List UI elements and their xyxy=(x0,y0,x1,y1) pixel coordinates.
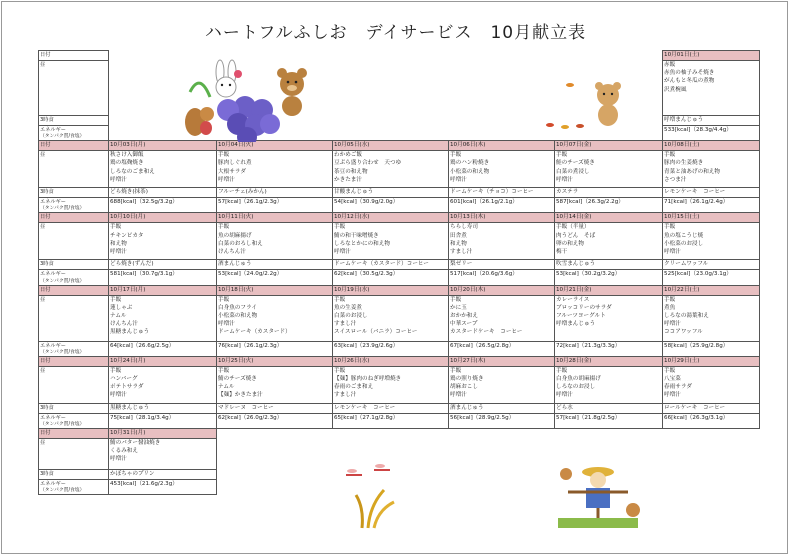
snack-menu: 呼増まんじゅう xyxy=(663,116,760,126)
date-label xyxy=(39,285,109,295)
menu-item: カレーライス xyxy=(556,296,590,303)
snack-menu: カステラ xyxy=(555,188,663,198)
date-label-text: 日付 xyxy=(40,52,51,58)
menu-item: かに玉 xyxy=(450,304,467,311)
squirrel-icon xyxy=(185,107,214,136)
energy-label-text: エネルギー xyxy=(40,342,66,349)
menu-item: 赤魚の柚子みそ焼き xyxy=(664,70,715,77)
menu-item: 小松菜の和え物 xyxy=(218,313,258,320)
menu-item: 手飯 xyxy=(450,367,462,374)
menu-item: 春雨のごま和え xyxy=(334,384,374,391)
date-cell: 10月04日(火) xyxy=(217,141,333,151)
energy-value: 75[kcal]（28.1g/3.4g） xyxy=(109,413,217,428)
lunch-label-text: 昼 xyxy=(40,367,46,374)
menu-item: さつま汁 xyxy=(664,176,687,183)
energy-value: 53[kcal]（30.2g/3.2g） xyxy=(555,270,663,285)
snack-menu: どら焼き(抹茶) xyxy=(109,188,217,198)
snack-menu: レモンケーキ コーヒー xyxy=(333,403,449,413)
menu-item: 呼増汁 xyxy=(110,456,127,463)
lunch-menu xyxy=(663,61,760,116)
lunch-menu xyxy=(449,223,555,260)
menu-item: 呼増汁 xyxy=(556,392,573,399)
lunch-menu xyxy=(333,295,449,341)
menu-item: 和え物 xyxy=(110,240,127,247)
date-label-text: 日付 xyxy=(40,357,51,364)
snack-menu: レモンケーキ コーヒー xyxy=(663,188,760,198)
menu-item: 手飯 xyxy=(450,152,462,159)
menu-item: 手飯 xyxy=(664,224,676,231)
snack-menu: フルーチェ(みかん) xyxy=(217,188,333,198)
menu-item: ブロッコリーのサラダ xyxy=(556,304,612,311)
menu-item: 大根サラダ xyxy=(218,168,246,175)
date-cell: 10月22日(土) xyxy=(663,285,760,295)
date-cell: 10月06日(木) xyxy=(449,141,555,151)
energy-label xyxy=(39,413,109,428)
snack-label xyxy=(39,116,109,126)
menu-item: 手飯 xyxy=(218,152,230,159)
date-cell: 10月17日(月) xyxy=(109,285,217,295)
energy-value: 57[kcal]（21.8g/2.5g） xyxy=(555,413,663,428)
lunch-menu xyxy=(217,151,333,188)
menu-item: 鯖のバター醤油焼き xyxy=(110,440,161,447)
menu-item: しろなのごま和え xyxy=(110,168,155,175)
date-cell: 10月11日(火) xyxy=(217,213,333,223)
date-label-text: 日付 xyxy=(40,430,51,437)
leaf-icon xyxy=(190,83,210,97)
menu-item: すまし汁 xyxy=(334,392,357,399)
energy-value: 533[kcal]（28.3g/4.4g） xyxy=(663,126,760,141)
menu-item: 卵の和え物 xyxy=(556,240,584,247)
menu-item: 煮魚 xyxy=(664,304,676,311)
snack-menu: 黒糖まんじゅう xyxy=(109,403,217,413)
menu-item: かきたま汁 xyxy=(334,176,362,183)
energy-value: 57[kcal]（26.1g/2.3g） xyxy=(217,198,333,213)
menu-item: 小松菜のお浸し xyxy=(664,240,704,247)
menu-item: フルーツヨーグルト xyxy=(556,313,606,320)
date-cell: 10月05日(水) xyxy=(333,141,449,151)
menu-item: わかめご飯 xyxy=(334,152,362,159)
energy-value: 453[kcal]（21.6g/2.3g） xyxy=(109,480,217,495)
menu-item: 手飯 xyxy=(110,296,122,303)
lunch-menu xyxy=(555,151,663,188)
menu-item: がんもと冬瓜の煮物 xyxy=(664,78,715,85)
menu-item: おかか和え xyxy=(450,313,478,320)
art-area xyxy=(217,480,760,495)
snack-menu: 酒まんじゅう xyxy=(449,403,555,413)
snack-label xyxy=(39,260,109,270)
menu-item: 小松菜の和え物 xyxy=(450,168,490,175)
energy-label-sub: （タンパク質/食塩） xyxy=(40,278,85,284)
date-cell: 10月03日(月) xyxy=(109,141,217,151)
snack-menu: 甘酸まんじゅう xyxy=(333,188,449,198)
lunch-label xyxy=(39,61,109,116)
lunch-menu xyxy=(109,295,217,341)
lunch-menu xyxy=(449,366,555,403)
menu-item: ドームケーキ（カスタード） xyxy=(218,329,291,336)
date-cell: 10月25日(火) xyxy=(217,356,333,366)
menu-item: けんちん汁 xyxy=(218,249,246,256)
menu-item: 呼増汁 xyxy=(110,392,127,399)
menu-item: すまし汁 xyxy=(334,321,357,328)
menu-item: 呼増汁 xyxy=(450,176,467,183)
lunch-label xyxy=(39,151,109,188)
snack-label xyxy=(39,188,109,198)
energy-label xyxy=(39,198,109,213)
snack-menu: 梨ゼリー xyxy=(449,260,555,270)
lunch-label-text: 昼 xyxy=(40,296,46,303)
menu-item: 鶏の塩麹焼き xyxy=(110,160,144,167)
lunch-label xyxy=(39,366,109,403)
menu-item: 呼増汁 xyxy=(664,321,681,328)
energy-value: 525[kcal]（23.0g/3.1g） xyxy=(663,270,760,285)
date-label xyxy=(39,51,109,61)
lunch-menu xyxy=(217,223,333,260)
date-cell: 10月08日(土) xyxy=(663,141,760,151)
menu-item: 呼増汁 xyxy=(664,249,681,256)
menu-item: ココアワッフル xyxy=(664,329,703,336)
menu-item: 鶏の照り焼き xyxy=(450,376,484,383)
menu-item: 豚肉の生姜焼き xyxy=(664,160,704,167)
menu-item: ナムル xyxy=(110,313,127,320)
energy-value: 56[kcal]（28.9g/2.5g） xyxy=(449,413,555,428)
lunch-menu xyxy=(333,151,449,188)
menu-item: チキンピカタ xyxy=(110,232,144,239)
date-cell: 10月27日(木) xyxy=(449,356,555,366)
energy-value: 54[kcal]（30.9g/2.0g） xyxy=(333,198,449,213)
menu-item: カスタードケーキ コーヒー xyxy=(450,329,523,336)
energy-value: 58[kcal]（25.9g/2.8g） xyxy=(663,341,760,356)
menu-item: ハンバーグ xyxy=(110,376,138,383)
menu-item: 鮭のチーズ焼き xyxy=(556,160,595,167)
date-cell: 10月26日(水) xyxy=(333,356,449,366)
menu-item: 【麺】豚肉のねぎ呼増焼き xyxy=(334,376,402,383)
snack-label xyxy=(39,403,109,413)
art-area xyxy=(217,470,760,480)
lunch-menu xyxy=(109,439,217,470)
date-label-text: 日付 xyxy=(40,142,51,149)
energy-label-text: エネルギー xyxy=(40,481,66,488)
lunch-menu xyxy=(663,295,760,341)
menu-item: 手飯 xyxy=(450,296,462,303)
menu-item: 手飯 xyxy=(218,224,230,231)
energy-value: 64[kcal]（26.6g/2.5g） xyxy=(109,341,217,356)
date-label-text: 日付 xyxy=(40,286,51,293)
energy-label-sub: （タンパク質/食塩） xyxy=(40,134,85,140)
snack-menu: 吹雪まんじゅう xyxy=(555,260,663,270)
date-cell: 10月14日(金) xyxy=(555,213,663,223)
menu-item: ナムル xyxy=(218,384,235,391)
date-label xyxy=(39,429,109,439)
energy-label-text: エネルギー xyxy=(40,127,66,133)
snack-label-text: 3時食 xyxy=(40,189,54,196)
page-title: ハートフルふしお デイサービス 10月献立表 xyxy=(204,23,587,43)
autumn-leaves-icon xyxy=(546,83,584,129)
menu-item: 胡麻おこし xyxy=(450,384,478,391)
menu-item: 手飯 xyxy=(664,152,676,159)
energy-value: 62[kcal]（26.0g/2.3g） xyxy=(217,413,333,428)
date-label xyxy=(39,141,109,151)
menu-item: 黒糖まんじゅう xyxy=(110,329,150,336)
menu-item: 魚の生姜煮 xyxy=(334,304,362,311)
menu-item: しろなとかにの和え物 xyxy=(334,240,390,247)
energy-value: 63[kcal]（23.9g/2.6g） xyxy=(333,341,449,356)
autumn-bear-illustration xyxy=(540,70,640,135)
lunch-menu xyxy=(555,366,663,403)
menu-item: 魚の胡麻揚げ xyxy=(218,232,252,239)
lunch-label-text: 昼 xyxy=(40,224,46,231)
grape-icon xyxy=(217,96,280,142)
date-cell: 10月28日(金) xyxy=(555,356,663,366)
menu-item: 手飯 xyxy=(556,152,568,159)
menu-item: 沢煮椀風 xyxy=(664,86,687,93)
menu-item: 蓮しゃぶ xyxy=(110,304,133,311)
lunch-menu xyxy=(109,223,217,260)
snack-menu: ドームケーキ（チョコ）コーヒー xyxy=(449,188,555,198)
snack-menu: どら焼き(ずんだ) xyxy=(109,260,217,270)
menu-item: 手飯 xyxy=(334,367,346,374)
date-label-text: 日付 xyxy=(40,214,51,221)
lunch-menu xyxy=(663,223,760,260)
lunch-label xyxy=(39,439,109,470)
menu-item: 秋さけ入御飯 xyxy=(110,152,144,159)
energy-label xyxy=(39,126,109,141)
menu-item: 鶏のハン粉焼き xyxy=(450,160,490,167)
energy-label xyxy=(39,480,109,495)
menu-item: 【麺】かきたま汁 xyxy=(218,392,263,399)
bear-icon xyxy=(272,66,312,116)
date-cell: 10月31日(月) xyxy=(109,429,217,439)
menu-item: 肉うどん そば xyxy=(556,232,596,239)
lunch-menu xyxy=(449,151,555,188)
bear-icon xyxy=(595,82,621,126)
date-cell: 10月12日(水) xyxy=(333,213,449,223)
rabbit-icon xyxy=(216,60,242,97)
date-cell: 10月20日(木) xyxy=(449,285,555,295)
date-cell: 10月07日(金) xyxy=(555,141,663,151)
snack-menu: ドームケーキ（カスタード）コーヒー xyxy=(333,260,449,270)
lunch-menu xyxy=(217,366,333,403)
menu-item: 手飯 xyxy=(556,367,568,374)
menu-item: 白菜の煮浸し xyxy=(556,168,590,175)
menu-item: 梅干 xyxy=(556,249,568,256)
menu-item: しろなのお浸し xyxy=(556,384,596,391)
lunch-label xyxy=(39,223,109,260)
menu-item: 呼増汁 xyxy=(450,392,467,399)
menu-item: 中華スープ xyxy=(450,321,478,328)
menu-item: 呼増汁 xyxy=(110,176,127,183)
menu-item: 赤飯 xyxy=(664,62,676,68)
menu-item: 呼増まんじゅう xyxy=(556,321,596,328)
lunch-menu xyxy=(449,295,555,341)
menu-item: 呼増汁 xyxy=(664,392,681,399)
menu-item: すまし汁 xyxy=(450,249,473,256)
menu-item: 豚肉しぐれ煮 xyxy=(218,160,252,167)
date-cell: 10月10日(月) xyxy=(109,213,217,223)
menu-item: 豆ぷら盛り合わせ 天つゆ xyxy=(334,160,402,167)
snack-menu: どら水 xyxy=(555,403,663,413)
lunch-menu xyxy=(109,151,217,188)
snack-menu: クリームワッフル xyxy=(663,260,760,270)
lunch-menu xyxy=(555,223,663,260)
energy-label-text: エネルギー xyxy=(40,414,66,421)
squirrel-icon xyxy=(560,468,572,480)
date-cell: 10月29日(土) xyxy=(663,356,760,366)
date-cell: 10月01日(土) xyxy=(663,51,760,61)
energy-label xyxy=(39,341,109,356)
snack-label-text: 3時食 xyxy=(40,117,54,123)
menu-item: 茶豆の和え物 xyxy=(334,168,368,175)
energy-value: 71[kcal]（26.1g/2.4g） xyxy=(663,198,760,213)
menu-item: 白身魚の胡麻揚げ xyxy=(556,376,601,383)
snack-menu: かぼちゃのプリン xyxy=(109,470,217,480)
menu-item: 青菜と油あげの和え物 xyxy=(664,168,720,175)
date-cell: 10月13日(木) xyxy=(449,213,555,223)
energy-value: 517[kcal]（20.6g/3.6g） xyxy=(449,270,555,285)
menu-item: しろなの湯葉和え xyxy=(664,313,709,320)
menu-item: 手飯 xyxy=(664,367,676,374)
lunch-menu xyxy=(217,295,333,341)
menu-item: 白菜のおろし和え xyxy=(218,240,263,247)
energy-label-sub: （タンパク質/食塩） xyxy=(40,349,85,355)
menu-item: 白菜のお浸し xyxy=(334,313,368,320)
snack-menu: マドレーヌ コーヒー xyxy=(217,403,333,413)
menu-item: 手飯 xyxy=(218,367,230,374)
menu-item: 呼増汁 xyxy=(556,176,573,183)
rice-dragonfly-illustration xyxy=(338,460,408,530)
energy-value: 62[kcal]（30.5g/2.3g） xyxy=(333,270,449,285)
energy-label xyxy=(39,270,109,285)
energy-value: 581[kcal]（30.7g/3.1g） xyxy=(109,270,217,285)
energy-value: 587[kcal]（26.3g/2.2g） xyxy=(555,198,663,213)
lunch-label-text: 昼 xyxy=(40,152,46,159)
lunch-label-text: 昼 xyxy=(40,62,46,68)
date-cell: 10月15日(土) xyxy=(663,213,760,223)
energy-label-sub: （タンパク質/食塩） xyxy=(40,488,85,494)
dragonfly-icon xyxy=(346,464,390,475)
energy-value: 65[kcal]（27.1g/2.8g） xyxy=(333,413,449,428)
energy-value: 688[kcal]（32.5g/3.2g） xyxy=(109,198,217,213)
menu-item: スイスロール（バニラ）コーヒー xyxy=(334,329,418,336)
menu-item: 田舎煮 xyxy=(450,232,467,239)
menu-item: くるみ和え xyxy=(110,448,138,455)
menu-item: 呼増汁 xyxy=(334,249,351,256)
lunch-menu xyxy=(333,366,449,403)
menu-table xyxy=(38,50,760,495)
menu-item: 手飯 xyxy=(218,296,230,303)
menu-item: 白身魚のフライ xyxy=(218,304,257,311)
scarecrow-illustration xyxy=(548,460,648,530)
energy-value: 76[kcal]（26.1g/2.3g） xyxy=(217,341,333,356)
menu-item: 呼増汁 xyxy=(218,321,235,328)
menu-item: 和え物 xyxy=(450,240,467,247)
lunch-menu xyxy=(555,295,663,341)
snack-label-text: 3時食 xyxy=(40,261,54,268)
energy-label-sub: （タンパク質/食塩） xyxy=(40,206,85,212)
energy-value: 601[kcal]（26.1g/2.1g） xyxy=(449,198,555,213)
menu-item: 呼増汁 xyxy=(218,176,235,183)
lunch-label xyxy=(39,295,109,341)
energy-value: 53[kcal]（24.0g/2.2g） xyxy=(217,270,333,285)
lunch-menu xyxy=(663,366,760,403)
date-label xyxy=(39,356,109,366)
energy-value: 72[kcal]（21.3g/3.3g） xyxy=(555,341,663,356)
date-label xyxy=(39,213,109,223)
lunch-menu xyxy=(109,366,217,403)
menu-item: 手飯 xyxy=(664,296,676,303)
menu-item: 春雨サラダ xyxy=(664,384,692,391)
menu-item: けんちん汁 xyxy=(110,321,138,328)
energy-value: 66[kcal]（26.3g/3.1g） xyxy=(663,413,760,428)
menu-item: 手飯 xyxy=(334,224,346,231)
menu-table-body xyxy=(39,51,760,495)
date-cell: 10月19日(水) xyxy=(333,285,449,295)
snack-label-text: 3時食 xyxy=(40,404,54,411)
snack-label xyxy=(39,470,109,480)
art-area xyxy=(217,439,760,470)
date-cell: 10月24日(月) xyxy=(109,356,217,366)
art-area-bottom xyxy=(217,429,760,439)
energy-label-text: エネルギー xyxy=(40,199,66,206)
menu-item: ちらし寿司 xyxy=(450,224,478,231)
energy-label-text: エネルギー xyxy=(40,271,66,278)
energy-value: 67[kcal]（26.5g/2.8g） xyxy=(449,341,555,356)
lunch-menu xyxy=(663,151,760,188)
date-cell: 10月18日(火) xyxy=(217,285,333,295)
lunch-menu xyxy=(333,223,449,260)
menu-item: 手飯（半量） xyxy=(556,224,590,231)
menu-item: ポテトサラダ xyxy=(110,384,144,391)
lunch-label-text: 昼 xyxy=(40,440,46,447)
menu-item: 呼増汁 xyxy=(110,249,127,256)
menu-item: 手飯 xyxy=(110,367,122,374)
snack-label-text: 3時食 xyxy=(40,471,54,478)
snack-menu: ロールケーキ コーヒー xyxy=(663,403,760,413)
menu-item: 手飯 xyxy=(334,296,346,303)
menu-item: 鯖の和干味噌焼き xyxy=(334,232,379,239)
menu-item: 魚の塩こうじ焼 xyxy=(664,232,704,239)
menu-item: 八宝菜 xyxy=(664,376,681,383)
snack-menu: 酒まんじゅう xyxy=(217,260,333,270)
rice-plant-icon xyxy=(356,490,394,528)
bear-icon xyxy=(626,503,640,517)
energy-label-sub: （タンパク質/食塩） xyxy=(40,422,85,428)
menu-item: 手飯 xyxy=(110,224,122,231)
menu-item: 鯖のチーズ焼き xyxy=(218,376,257,383)
grass-icon xyxy=(558,518,638,528)
date-cell: 10月21日(金) xyxy=(555,285,663,295)
